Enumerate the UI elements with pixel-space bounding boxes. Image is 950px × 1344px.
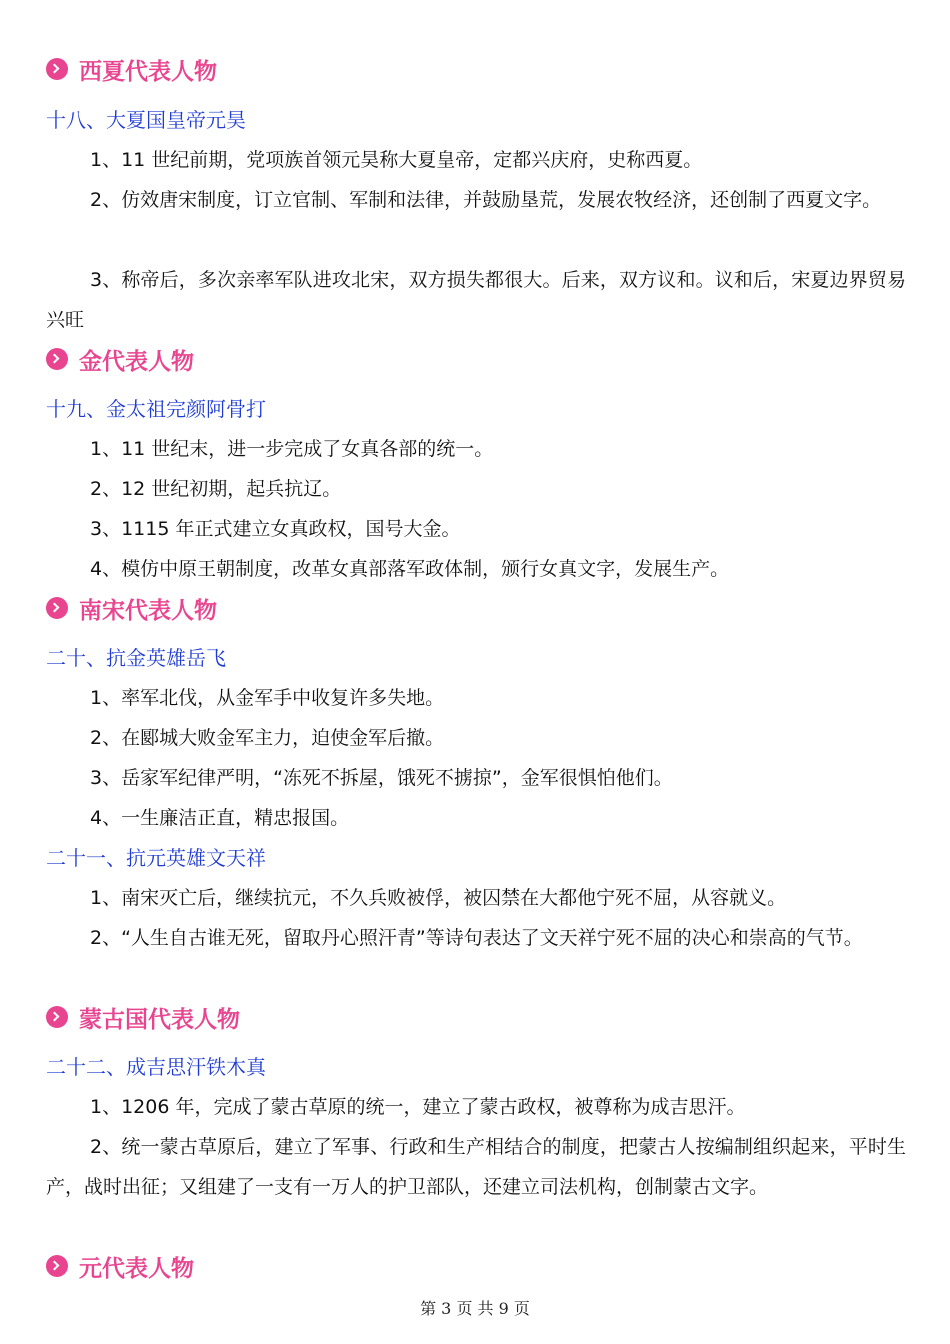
subsection-title: 十九、金太祖完颜阿骨打 bbox=[46, 397, 266, 421]
paragraph: 2、统一蒙古草原后，建立了军事、行政和生产相结合的制度，把蒙古人按编制组织起来，平时生产，战时出征；又组建了一支有一万人的护卫部队，还建立司法机构，创制蒙古文字。 bbox=[46, 1136, 906, 1198]
paragraph: 1、率军北伐，从金军手中收复许多失地。 bbox=[90, 687, 445, 709]
subsection-title: 二十二、成吉思汗铁木真 bbox=[46, 1055, 266, 1079]
section-title: 南宋代表人物 bbox=[79, 597, 217, 624]
paragraph: 1、1206 年，完成了蒙古草原的统一，建立了蒙古政权，被尊称为成吉思汗。 bbox=[90, 1096, 746, 1118]
section-heading bbox=[46, 342, 194, 376]
paragraph: 4、一生廉洁正直，精忠报国。 bbox=[90, 807, 350, 829]
paragraph: 2、“人生自古谁无死，留取丹心照汗青”等诗句表达了文天祥宁死不屈的决心和崇高的气节。 bbox=[90, 927, 863, 949]
chevron-right-circle-icon bbox=[46, 1006, 68, 1028]
paragraph: 3、称帝后，多次亲率军队进攻北宋，双方损失都很大。后来，双方议和。议和后，宋夏边界贸易兴旺 bbox=[46, 269, 906, 331]
paragraph: 2、在郾城大败金军主力，迫使金军后撤。 bbox=[90, 727, 445, 749]
paragraph: 1、11 世纪前期，党项族首领元昊称大夏皇帝，定都兴庆府，史称西夏。 bbox=[90, 149, 703, 171]
section-heading bbox=[46, 52, 217, 86]
section-title: 蒙古国代表人物 bbox=[79, 1006, 240, 1033]
subsection-title: 二十一、抗元英雄文天祥 bbox=[46, 846, 266, 870]
section-heading bbox=[46, 1249, 194, 1283]
section-title: 金代表人物 bbox=[79, 348, 194, 375]
chevron-right-circle-icon bbox=[46, 58, 68, 80]
paragraph: 4、模仿中原王朝制度，改革女真部落军政体制，颁行女真文字，发展生产。 bbox=[90, 558, 730, 580]
section-heading bbox=[46, 591, 217, 625]
paragraph: 1、11 世纪末，进一步完成了女真各部的统一。 bbox=[90, 438, 494, 460]
paragraph: 3、岳家军纪律严明，“冻死不拆屋，饿死不掳掠”，金军很惧怕他们。 bbox=[90, 767, 673, 789]
paragraph: 2、仿效唐宋制度，订立官制、军制和法律，并鼓励垦荒，发展农牧经济，还创制了西夏文字。 bbox=[90, 189, 882, 211]
section-title: 元代表人物 bbox=[79, 1255, 194, 1282]
paragraph: 2、12 世纪初期，起兵抗辽。 bbox=[90, 478, 342, 500]
subsection-title: 十八、大夏国皇帝元昊 bbox=[46, 108, 246, 132]
chevron-right-circle-icon bbox=[46, 597, 68, 619]
section-title: 西夏代表人物 bbox=[79, 58, 217, 85]
paragraph: 1、南宋灭亡后，继续抗元，不久兵败被俘，被囚禁在大都他宁死不屈，从容就义。 bbox=[90, 887, 787, 909]
chevron-right-circle-icon bbox=[46, 348, 68, 370]
chevron-right-circle-icon bbox=[46, 1255, 68, 1277]
subsection-title: 二十、抗金英雄岳飞 bbox=[46, 646, 226, 670]
paragraph: 3、1115 年正式建立女真政权，国号大金。 bbox=[90, 518, 461, 540]
section-heading bbox=[46, 1000, 240, 1034]
page-number: 第 3 页 共 9 页 bbox=[420, 1299, 530, 1318]
